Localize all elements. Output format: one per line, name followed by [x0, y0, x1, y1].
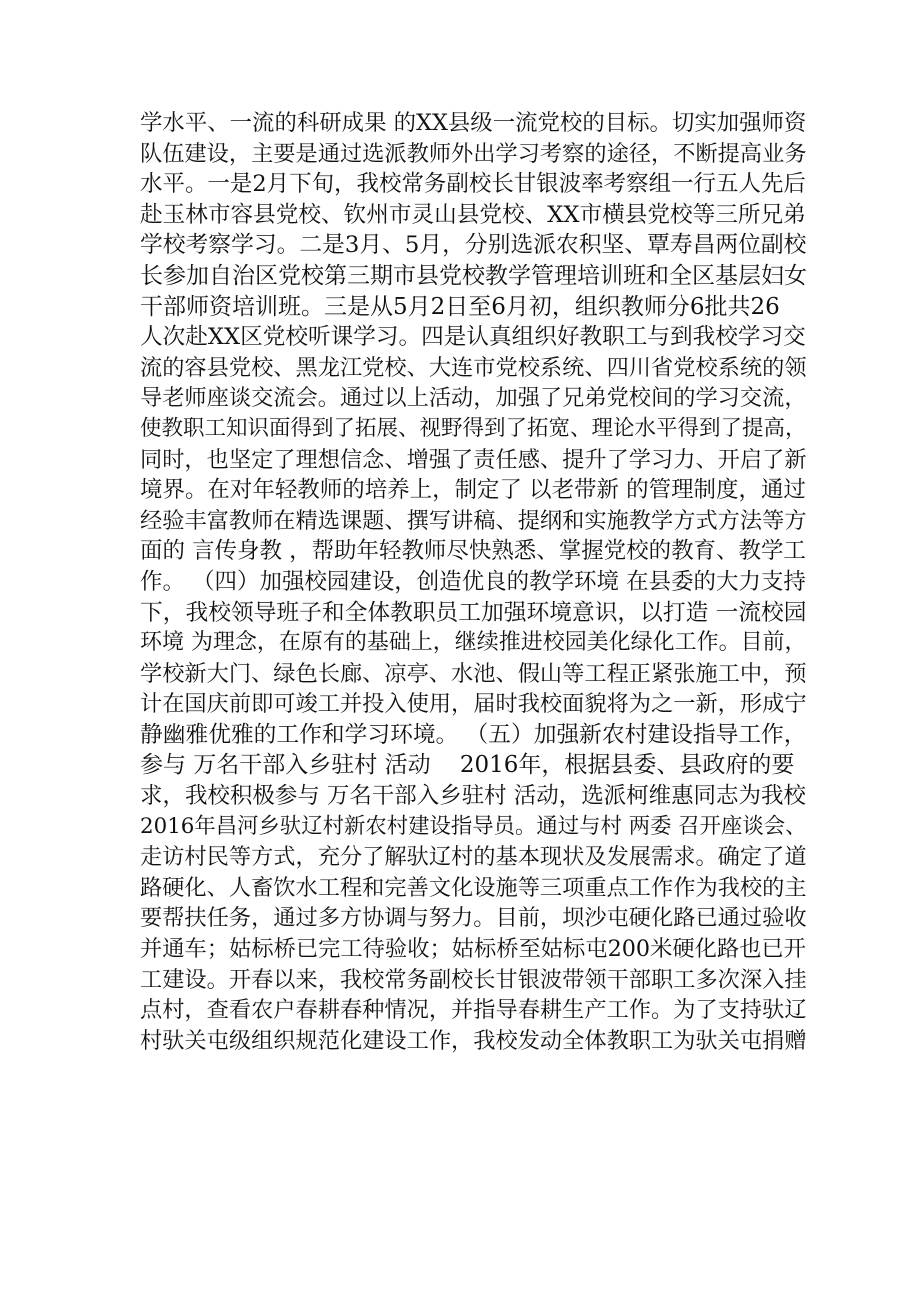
- text-line: 参与 万名干部入乡驻村 活动 2016年，根据县委、县政府的要: [140, 752, 795, 779]
- text-line: 面的 言传身教 ，帮助年轻教师尽快熟悉、掌握党校的教育、教学工: [140, 538, 806, 565]
- text-line: 赴玉林市容县党校、钦州市灵山县党校、XX市横县党校等三所兄弟: [140, 201, 806, 228]
- text-line: 同时，也坚定了理想信念、增强了责任感、提升了学习力、开启了新: [140, 446, 807, 473]
- text-line: 使教职工知识面得到了拓展、视野得到了拓宽、理论水平得到了提高，: [140, 415, 807, 441]
- text-line: 学校新大门、绿色长廊、凉亭、水池、假山等工程正紧张施工中，预: [140, 660, 807, 687]
- text-line: 下，我校领导班子和全体教职员工加强环境意识，以打造 一流校园: [140, 599, 807, 626]
- text-line: 要帮扶任务，通过多方协调与努力。目前，坝沙屯硬化路已通过验收: [140, 905, 807, 932]
- text-line: 人次赴XX区党校听课学习。四是认真组织好教职工与到我校学习交: [140, 324, 806, 351]
- text-line: 点村，查看农户春耕春种情况，并指导春耕生产工作。为了支持驮辽: [140, 997, 807, 1024]
- text-line: 求，我校积极参与 万名干部入乡驻村 活动，选派柯维惠同志为我校: [140, 783, 806, 810]
- text-line: 2016年昌河乡驮辽村新农村建设指导员。通过与村 两委 召开座谈会、: [140, 813, 807, 839]
- text-line: 计在国庆前即可竣工并投入使用，届时我校面貌将为之一新，形成宁: [140, 691, 807, 718]
- text-line: 水平。一是2月下旬，我校常务副校长甘银波率考察组一行五人先后: [140, 171, 806, 198]
- text-line: 环境 为理念，在原有的基础上，继续推进校园美化绿化工作。目前，: [140, 630, 807, 656]
- text-line: 村驮关屯级组织规范化建设工作，我校发动全体教职工为驮关屯捐赠: [140, 1027, 807, 1054]
- text-line: 学校考察学习。二是3月、5月，分别选派农积坚、覃寿昌两位副校: [140, 232, 807, 259]
- text-line: 干部师资培训班。三是从5月2日至6月初，组织教师分6批共26: [140, 293, 780, 320]
- text-line: 境界。在对年轻教师的培养上，制定了 以老带新 的管理制度，通过: [140, 477, 806, 504]
- text-line: 队伍建设，主要是通过选派教师外出学习考察的途径，不断提高业务: [140, 140, 807, 167]
- body-text: [140, 108, 810, 1056]
- text-line: 静幽雅优雅的工作和学习环境。 （五）加强新农村建设指导工作，: [140, 721, 807, 748]
- text-line: 学水平、一流的科研成果 的XX县级一流党校的目标。切实加强师资: [140, 110, 807, 136]
- text-line: 长参加自治区党校第三期市县党校教学管理培训班和全区基层妇女: [140, 262, 807, 289]
- text-line: 作。 （四）加强校园建设，创造优良的教学环境 在县委的大力支持: [140, 568, 806, 595]
- text-line: 工建设。开春以来，我校常务副校长甘银波带领干部职工多次深入挂: [140, 966, 807, 993]
- text-line: 走访村民等方式，充分了解驮辽村的基本现状及发展需求。确定了道: [140, 844, 807, 871]
- text-line: 并通车；姑标桥已完工待验收；姑标桥至姑标屯200米硬化路也已开: [140, 936, 806, 963]
- text-line: 流的容县党校、黑龙江党校、大连市党校系统、四川省党校系统的领: [140, 354, 807, 381]
- text-line: 经验丰富教师在精选课题、撰写讲稿、提纲和实施教学方式方法等方: [140, 507, 807, 534]
- text-line: 导老师座谈交流会。通过以上活动，加强了兄弟党校间的学习交流，: [140, 385, 807, 412]
- text-line: 路硬化、人畜饮水工程和完善文化设施等三项重点工作作为我校的主: [140, 874, 807, 901]
